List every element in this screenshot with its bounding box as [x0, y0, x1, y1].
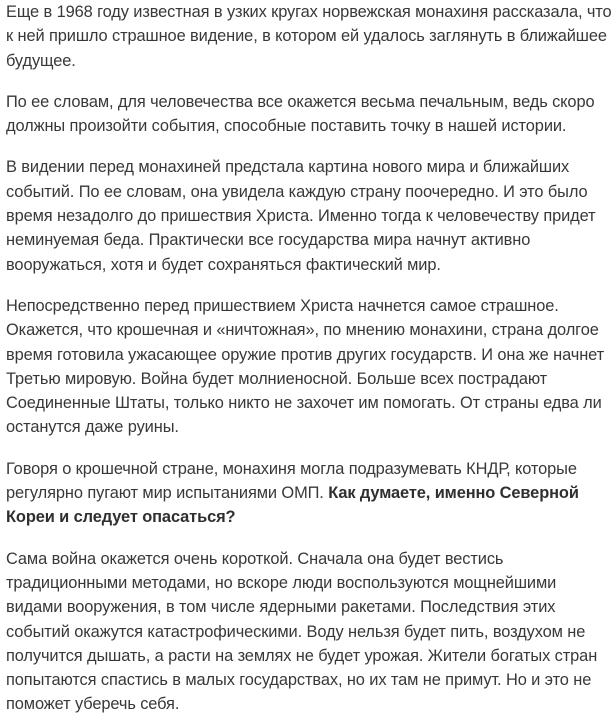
paragraph-6 — [6, 547, 612, 717]
paragraph-5-question: Как думаете, именно Северной Кореи и следует опасаться? — [6, 484, 579, 527]
paragraph-6-text: Сама война окажется очень короткой. Сначала она будет вестись традиционными методами, но вскоре люди воспользуются мощнейшими видами вооружения, в том числе ядерными ракетами. Последствия этих событий окажутся катастрофическими. Воду нельзя будет пить, воздухом не получится дышать, а расти на землях не будет урожая. Жители богатых стран попытаются спастись в малых государствах, но их там не примут. Но и это не поможет уберечь себя. — [6, 549, 598, 714]
paragraph-3-text: В видении перед монахиней предстала картина нового мира и ближайших событий. По ее словам, она увидела каждую страну поочередно. И это было время незадолго до пришествия Христа. Именно тогда к человечеству придет неминуемая беда. Практически все государства мира начнут активно вооружаться, хотя и будет сохраняться фактический мир. — [6, 158, 596, 274]
paragraph-1 — [6, 0, 612, 73]
paragraph-3 — [6, 155, 612, 276]
paragraph-4 — [6, 294, 612, 440]
paragraph-1-text: Еще в 1968 году известная в узких кругах норвежская монахиня рассказала, что к ней пришло страшное видение, в котором ей удалось заглянуть в ближайшее будущее. — [6, 3, 612, 70]
paragraph-2-text: По ее словам, для человечества все окажется весьма печальным, ведь скоро должны произойти события, способные поставить точку в нашей истории. — [6, 92, 595, 136]
paragraph-4-text: Непосредственно перед пришествием Христа начнется самое страшное. Окажется, что крошечная и «ничтожная», по мнению монахини, страна долгое время готовила ужасающее оружие против других государств. И она же начнет Третью мировую. Война будет молниеносной. Больше всех пострадают Соединенные Штаты, только никто не захочет им помогать. От страны едва ли останутся даже руины. — [6, 296, 605, 437]
paragraph-5-text: Говоря о крошечной стране, монахиня могла подразумевать КНДР, которые регулярно пугают мир испытаниями ОМП. — [6, 459, 577, 503]
paragraph-5 — [6, 457, 612, 530]
paragraph-2 — [6, 90, 612, 139]
